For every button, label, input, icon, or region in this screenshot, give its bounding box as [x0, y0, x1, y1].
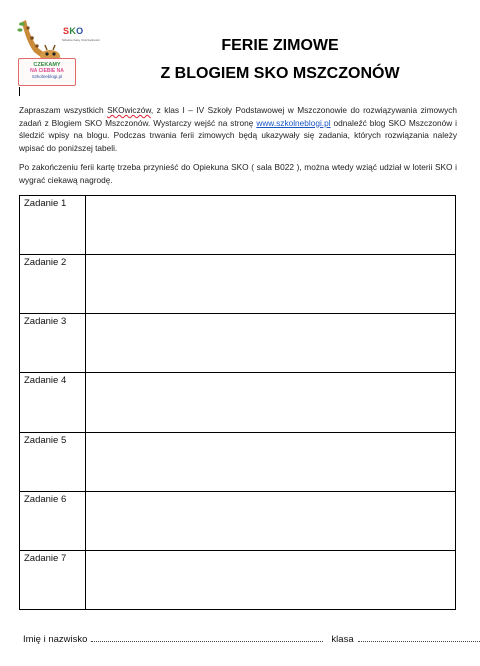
answer-cell[interactable] [86, 373, 456, 432]
table-row [20, 314, 456, 373]
task-label: Zadanie 4 [20, 373, 86, 432]
class-field[interactable] [358, 633, 480, 642]
tasks-table [19, 195, 456, 610]
table-row [20, 196, 456, 255]
name-field[interactable] [91, 633, 323, 642]
task-label: Zadanie 7 [20, 550, 86, 609]
logo-brand: SKO [63, 26, 84, 36]
answer-cell[interactable] [86, 550, 456, 609]
task-label: Zadanie 5 [20, 432, 86, 491]
answer-cell[interactable] [86, 255, 456, 314]
badge-line-2: NA CIEBIE NA [30, 68, 64, 74]
answer-cell[interactable] [86, 491, 456, 550]
logo-badge [18, 58, 76, 86]
instructions-paragraph: Po zakończeniu ferii kartę trzeba przynieść do Opiekuna SKO ( sala B022 ), można wtedy wziąć udział w loterii SKO i wygrać ciekawą nagrodę. [19, 162, 457, 185]
page-title-line-2: Z BLOGIEM SKO MSZCZONÓW [160, 65, 400, 82]
logo-subtitle: Szkolne Kasy Oszczędności [62, 38, 100, 42]
table-row [20, 255, 456, 314]
answer-cell[interactable] [86, 432, 456, 491]
table-row [20, 373, 456, 432]
class-label: klasa [331, 634, 354, 645]
badge-line-3: Szkolneblogi.pl [31, 74, 63, 79]
text-cursor [19, 87, 20, 96]
spellcheck-flagged-word: SKOwiczów [107, 105, 151, 115]
answer-cell[interactable] [86, 314, 456, 373]
task-label: Zadanie 3 [20, 314, 86, 373]
page-title-line-1: FERIE ZIMOWE [221, 37, 339, 54]
task-label: Zadanie 2 [20, 255, 86, 314]
badge-line-1: CZEKAMY [33, 62, 61, 68]
table-row [20, 491, 456, 550]
table-row [20, 432, 456, 491]
task-label: Zadanie 6 [20, 491, 86, 550]
answer-cell[interactable] [86, 196, 456, 255]
blog-link[interactable]: www.szkolneblogi.pl [256, 117, 331, 128]
signature-line [23, 633, 480, 645]
table-row [20, 550, 456, 609]
task-label: Zadanie 1 [20, 196, 86, 255]
intro-paragraph: Zapraszam wszystkich SKOwiczów, z klas I – IV Szkoły Podstawowej w Mszczonowie do rozwiązywania zimowych zadań z Blogiem SKO Mszczonów. Wystarczy wejść na stronę www.szkolneblogi.pl odnaleźć blog SKO Mszczonów i śledzić wpisy na blogu. Podczas trwania ferii zimowych będą ukazywały się zadania, których rozwiązania należy wpisać do poniższej tabeli. [19, 105, 457, 153]
name-label: Imię i nazwisko [23, 634, 88, 645]
